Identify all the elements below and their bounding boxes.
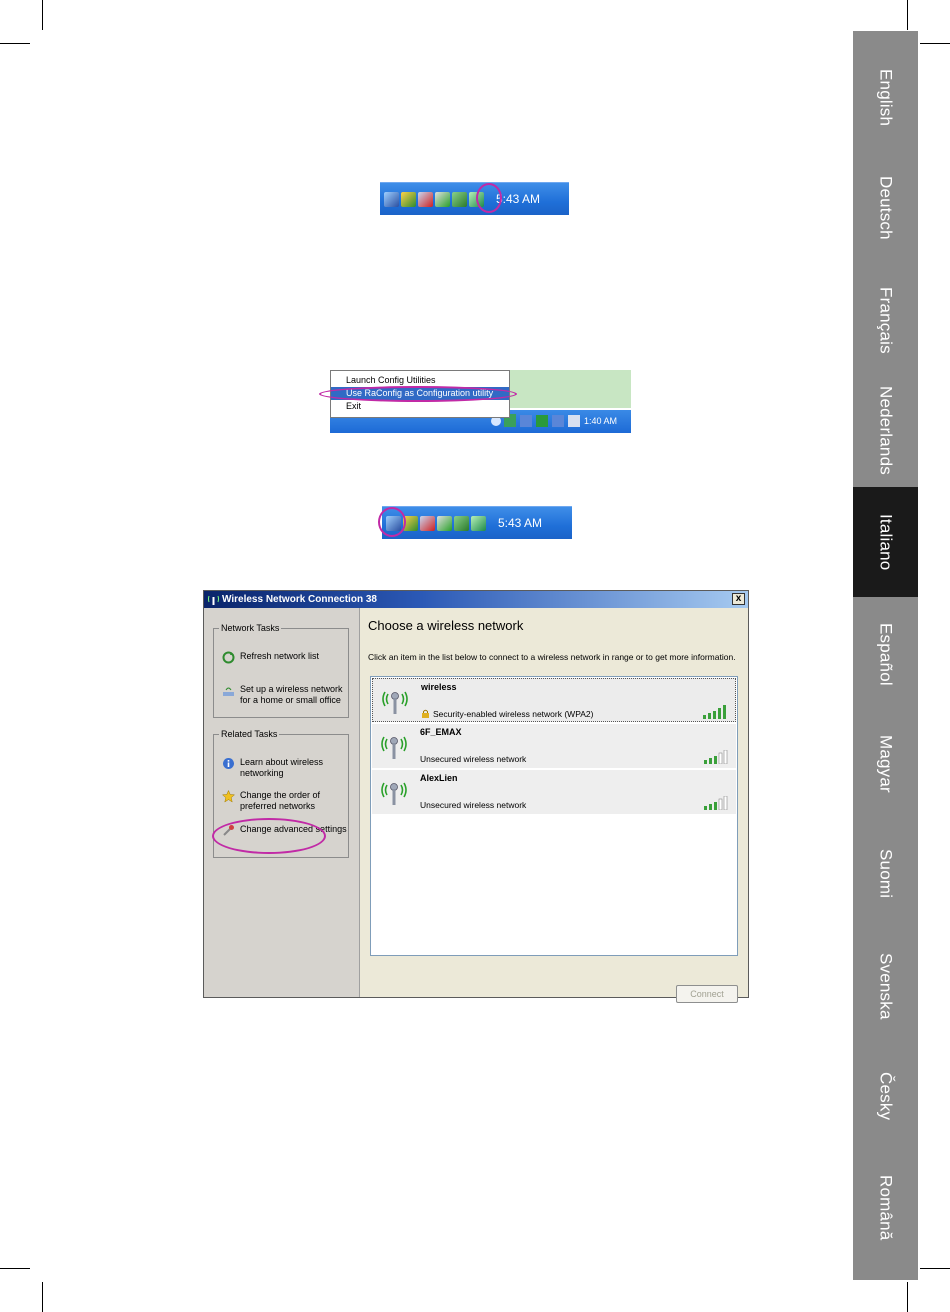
setup-wireless-network-task[interactable]: [222, 684, 348, 706]
network-name: AlexLien: [420, 773, 458, 783]
shield-icon: [401, 192, 416, 207]
security-check-icon: [435, 192, 450, 207]
connect-button[interactable]: Connect: [676, 985, 738, 1003]
crop-mark-top-left-v: [42, 0, 43, 30]
tasks-pane: [204, 608, 359, 997]
refresh-network-list-task[interactable]: [222, 651, 348, 664]
lang-label: English: [876, 69, 896, 127]
close-button[interactable]: x: [732, 593, 745, 605]
change-order-task[interactable]: [222, 790, 348, 812]
crop-mark-bottom-right-h: [920, 1268, 950, 1269]
group-title: Network Tasks: [221, 623, 280, 633]
menu-item-exit[interactable]: Exit: [346, 401, 362, 411]
group-title: Related Tasks: [221, 729, 278, 739]
highlight-ellipse: [212, 818, 326, 854]
network-tasks-group: [213, 623, 349, 718]
lang-label: Română: [876, 1175, 896, 1241]
wireless-antenna-icon: [379, 777, 409, 807]
system-tray-2: [382, 506, 572, 539]
crop-mark-bottom-right-v: [907, 1282, 908, 1312]
crop-mark-top-right-h: [920, 43, 950, 44]
tray-clock: 1:40 AM: [584, 416, 618, 426]
lang-tab-nederlands[interactable]: [853, 375, 918, 485]
highlight-ellipse: [476, 183, 502, 213]
security-check-icon: [437, 516, 452, 531]
context-menu-screenshot: [330, 370, 631, 433]
task-label: Set up a wireless network for a home or small office: [240, 684, 343, 705]
lang-label: Nederlands: [876, 385, 896, 475]
lang-label: Suomi: [876, 849, 896, 899]
network-icon: [384, 192, 399, 207]
setup-network-icon: [222, 684, 235, 697]
network-name: 6F_EMAX: [420, 727, 462, 737]
star-icon: [222, 790, 235, 803]
task-label: Change the order of preferred networks: [240, 790, 321, 811]
crop-mark-top-left-h: [0, 43, 30, 44]
system-tray-1: [380, 182, 569, 215]
lang-label: Español: [876, 622, 896, 686]
lang-tab-francais[interactable]: [853, 265, 918, 375]
network-pane: [360, 608, 748, 997]
network-item-6f-emax[interactable]: [372, 724, 736, 768]
tray-clock: 5:43 AM: [496, 192, 541, 206]
lang-label: Svenska: [876, 952, 896, 1020]
lang-tab-romana[interactable]: [853, 1153, 918, 1263]
highlight-ellipse: [319, 386, 517, 402]
task-label: Refresh network list: [240, 651, 320, 661]
lang-label: Italiano: [876, 513, 896, 571]
network-status-text: Unsecured wireless network: [420, 754, 527, 764]
wireless-network-dialog: [203, 590, 749, 998]
network-status-text: Unsecured wireless network: [420, 800, 527, 810]
lang-tab-espanol[interactable]: [853, 599, 918, 709]
lang-tab-english[interactable]: [853, 43, 918, 153]
dialog-title-bar: [204, 591, 748, 608]
signal-strength-icon: [704, 796, 730, 810]
network-status-text: Security-enabled wireless network (WPA2): [433, 709, 594, 719]
info-icon: [222, 757, 235, 770]
lang-tab-italiano[interactable]: [853, 487, 918, 597]
refresh-icon: [452, 192, 467, 207]
refresh-icon: [454, 516, 469, 531]
lang-tab-cesky[interactable]: [853, 1041, 918, 1151]
network-status: [421, 709, 593, 719]
dialog-title: Wireless Network Connection 38: [222, 594, 377, 605]
lang-label: Česky: [876, 1071, 896, 1121]
lang-label: Magyar: [876, 735, 896, 793]
signal-strength-icon: [703, 705, 729, 719]
lang-tab-deutsch[interactable]: [853, 153, 918, 263]
tray-clock: 5:43 AM: [498, 516, 543, 530]
refresh-icon: [222, 651, 235, 664]
network-item-wireless[interactable]: [372, 678, 736, 722]
page-title: Choose a wireless network: [368, 618, 524, 633]
lang-tab-suomi[interactable]: [853, 819, 918, 929]
menu-item-use-raconfig[interactable]: Use RaConfig as Configuration utility: [331, 387, 509, 400]
crop-mark-bottom-left-v: [42, 1282, 43, 1312]
crop-mark-top-right-v: [907, 0, 908, 30]
signal-strength-icon: [704, 750, 730, 764]
lang-tab-magyar[interactable]: [853, 709, 918, 819]
description-text: Click an item in the list below to connect to a wireless network in range or to get more information.: [368, 652, 736, 662]
task-label: Learn about wireless networking: [240, 757, 324, 778]
network-disabled-icon: [418, 192, 433, 207]
lock-icon: [421, 709, 430, 718]
lang-tab-svenska[interactable]: [853, 931, 918, 1041]
network-list[interactable]: [370, 676, 738, 956]
raconfig-icon: [471, 516, 486, 531]
crop-mark-bottom-left-h: [0, 1268, 30, 1269]
lang-label: Français: [876, 286, 896, 354]
wireless-icon: [208, 594, 219, 605]
learn-wireless-task[interactable]: [222, 757, 348, 779]
menu-item-launch-config[interactable]: Launch Config Utilities: [346, 375, 436, 385]
language-sidebar: [853, 31, 918, 1280]
network-name: wireless: [421, 682, 457, 692]
task-label: Change advanced settings: [240, 824, 347, 834]
wireless-antenna-icon: [379, 731, 409, 761]
network-item-alexlien[interactable]: [372, 770, 736, 814]
network-disabled-icon: [420, 516, 435, 531]
lang-label: Deutsch: [876, 176, 896, 240]
highlight-ellipse: [378, 507, 406, 537]
wireless-antenna-icon: [380, 686, 410, 716]
